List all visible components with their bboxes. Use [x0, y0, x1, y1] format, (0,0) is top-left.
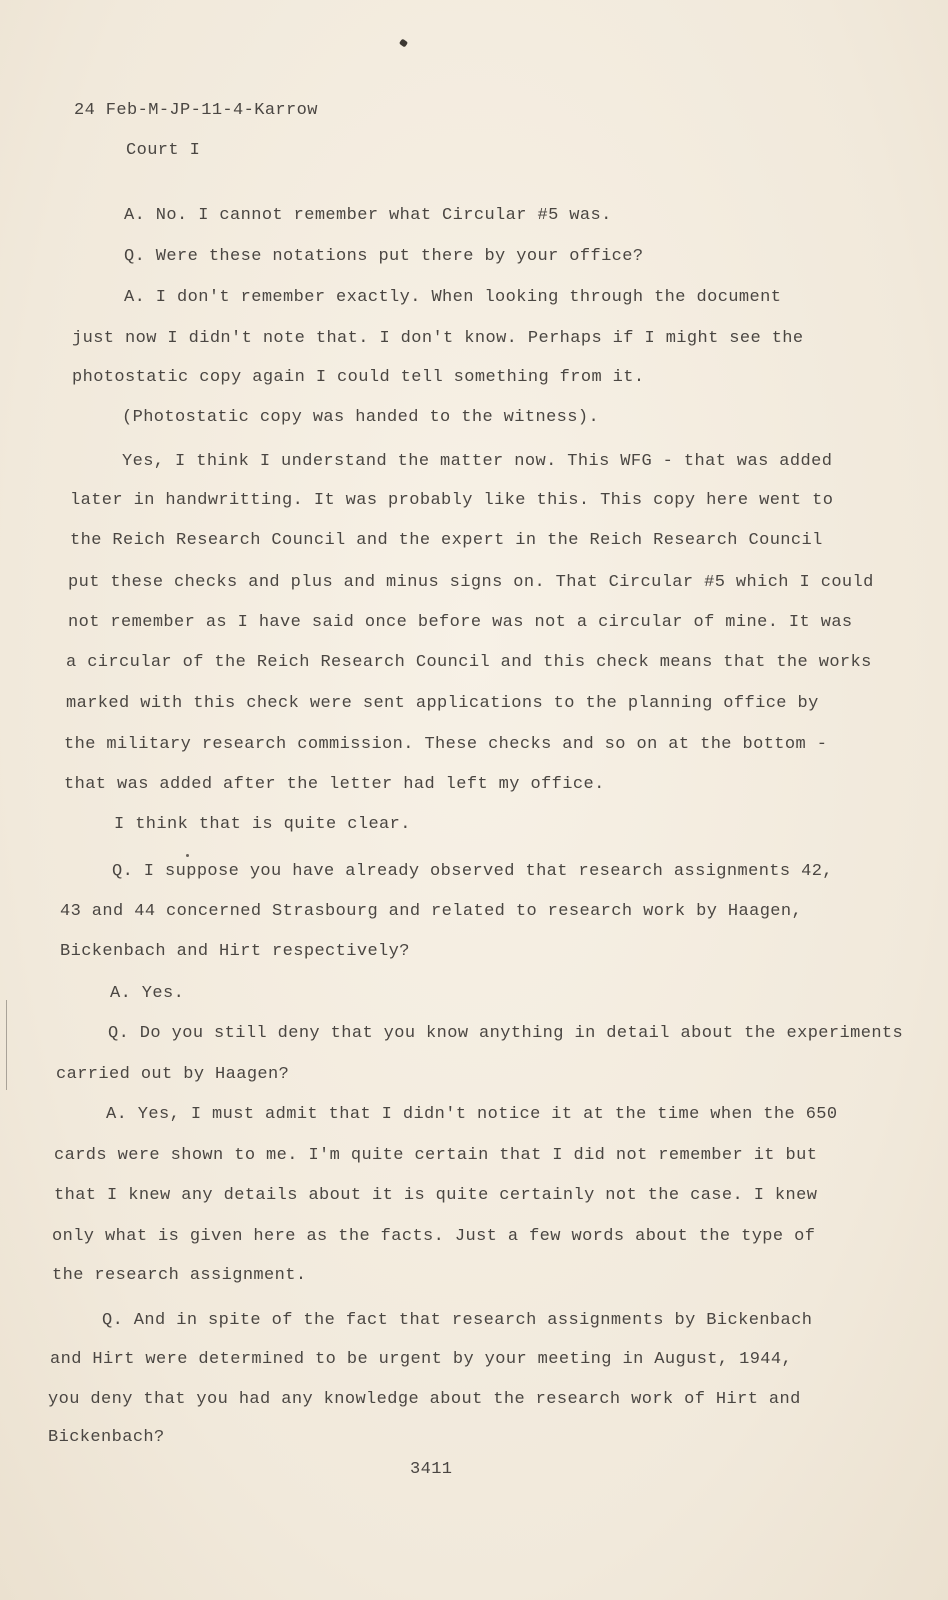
ink-mark: [399, 39, 408, 48]
text-line: 43 and 44 concerned Strasbourg and related to research work by Haagen,: [60, 902, 803, 921]
text-line: marked with this check were sent applications to the planning office by: [66, 694, 819, 713]
text-line: you deny that you had any knowledge about the research work of Hirt and: [48, 1390, 801, 1409]
text-line: just now I didn't note that. I don't know. Perhaps if I might see the: [72, 329, 804, 348]
text-line: carried out by Haagen?: [56, 1065, 290, 1084]
text-line: Bickenbach?: [48, 1428, 165, 1447]
text-line: later in handwritting. It was probably like this. This copy here went to: [70, 491, 834, 510]
text-line: Yes, I think I understand the matter now. This WFG - that was added: [122, 452, 833, 471]
page-number: 3411: [410, 1460, 453, 1479]
text-line: not remember as I have said once before was not a circular of mine. It was: [68, 613, 853, 632]
text-line: cards were shown to me. I'm quite certain that I did not remember it but: [54, 1146, 818, 1165]
text-line: Bickenbach and Hirt respectively?: [60, 942, 410, 961]
text-line: A. Yes, I must admit that I didn't notice it at the time when the 650: [106, 1105, 838, 1124]
text-line: Q. Do you still deny that you know anything in detail about the experiments: [108, 1024, 904, 1043]
text-line: only what is given here as the facts. Just a few words about the type of: [52, 1227, 816, 1246]
text-line: A. No. I cannot remember what Circular #5 was.: [124, 206, 612, 225]
court-label: Court I: [126, 141, 201, 160]
text-line: Q. Were these notations put there by your office?: [124, 247, 644, 266]
text-line: that was added after the letter had left my office.: [64, 775, 605, 794]
text-line: the Reich Research Council and the expert in the Reich Research Council: [70, 531, 823, 550]
text-line: I think that is quite clear.: [114, 815, 411, 834]
text-line: put these checks and plus and minus signs on. That Circular #5 which I could: [68, 573, 874, 592]
text-line: and Hirt were determined to be urgent by your meeting in August, 1944,: [50, 1350, 793, 1369]
text-line: a circular of the Reich Research Council and this check means that the works: [66, 653, 872, 672]
text-line: (Photostatic copy was handed to the witness).: [122, 408, 600, 427]
text-line: A. I don't remember exactly. When looking through the document: [124, 288, 782, 307]
text-line: the research assignment.: [52, 1266, 307, 1285]
text-line: the military research commission. These checks and so on at the bottom -: [64, 735, 828, 754]
header-reference: 24 Feb-M-JP-11-4-Karrow: [74, 101, 318, 120]
text-line: photostatic copy again I could tell something from it.: [72, 368, 645, 387]
text-line: A. Yes.: [110, 984, 185, 1003]
ink-dot: [186, 854, 189, 857]
text-line: that I knew any details about it is quite certainly not the case. I knew: [54, 1186, 818, 1205]
text-line: Q. And in spite of the fact that research assignments by Bickenbach: [102, 1311, 813, 1330]
text-line: Q. I suppose you have already observed that research assignments 42,: [112, 862, 833, 881]
